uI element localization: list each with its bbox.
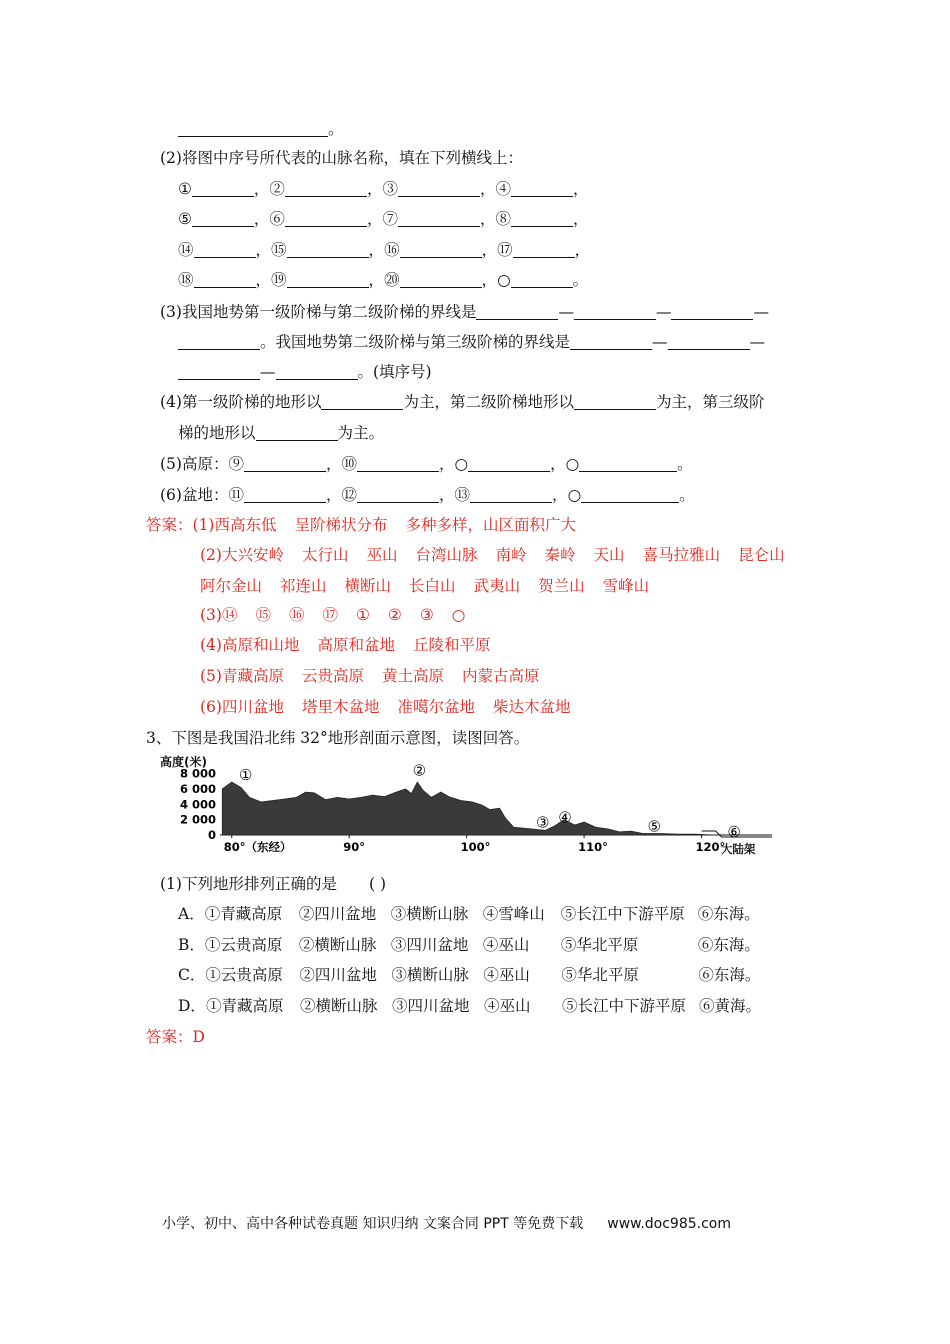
q3-title: 3、下图是我国沿北纬 32°地形剖面示意图，读图回答。: [146, 729, 530, 747]
q2-answer-3: (3)⑭ ⑮ ⑯ ⑰ ① ② ③ ○: [200, 606, 466, 624]
q2-sub3-line1: (3)我国地势第一级阶梯与第二级阶梯的界线是 — — —: [160, 303, 769, 321]
x-tick-label: 120°: [695, 840, 726, 854]
q2-answer-line1: 答案：(1)西高东低 呈阶梯状分布 多种多样，山区面积广大: [146, 516, 577, 534]
option-c: C．①云贵高原 ②四川盆地 ③横断山脉 ④巫山 ⑤华北平原 ⑥东海。: [178, 966, 761, 984]
q2-sub3-line3: — 。(填序号): [178, 362, 432, 382]
q2-row-4: ⑱ ，⑲ ，⑳ ，○ 。: [178, 271, 589, 289]
q2-answer-6: (6)四川盆地 塔里木盆地 准噶尔盆地 柴达木盆地: [200, 698, 571, 716]
y-tick-label: 2 000: [179, 812, 216, 827]
x-tick-label: 90°: [343, 840, 365, 854]
terrain-profile-area: [222, 782, 715, 835]
profile-marker: ⑤: [647, 817, 662, 836]
profile-marker: ④: [558, 808, 572, 827]
shelf-label: 大陆架: [720, 842, 756, 856]
x-tick-label: 100°: [460, 840, 491, 854]
q2-answer-4: (4)高原和山地 高原和盆地 丘陵和平原: [200, 636, 491, 654]
terrain-profile-chart: [160, 753, 780, 863]
q2-answer-5: (5)青藏高原 云贵高原 黄土高原 内蒙古高原: [200, 667, 540, 685]
profile-marker: ①: [238, 766, 253, 785]
q2-answer-2b: 阿尔金山 祁连山 横断山 长白山 武夷山 贺兰山 雪峰山: [200, 577, 650, 595]
option-d: D．①青藏高原 ②横断山脉 ③四川盆地 ④巫山 ⑤长江中下游平原 ⑥黄海。: [178, 997, 761, 1015]
prev-blank-line: 。: [178, 119, 344, 139]
y-tick-label: 0: [207, 828, 216, 842]
option-b: B．①云贵高原 ②横断山脉 ③四川盆地 ④巫山 ⑤华北平原 ⑥东海。: [178, 936, 760, 954]
footer-site: www.doc985.com: [607, 1216, 731, 1232]
profile-marker: ⑥: [727, 822, 741, 841]
profile-marker: ③: [535, 813, 550, 832]
q3-answer: 答案：D: [146, 1028, 205, 1046]
q2-row-1: ① ，② ，③ ，④ ，: [178, 180, 589, 198]
y-tick-label: 6 000: [179, 782, 216, 796]
x-ticks: [224, 835, 726, 854]
y-tick-label: 8 000: [179, 766, 216, 781]
x-tick-label: 110°: [578, 840, 608, 854]
q2-sub2-title: (2)将图中序号所代表的山脉名称，填在下列横线上：: [160, 149, 523, 167]
q2-sub3-line2: 。我国地势第二级阶梯与第三级阶梯的界线是 — —: [178, 332, 765, 352]
footer-text: 小学、初中、高中各种试卷真题 知识归纳 文案合同 PPT 等免费下载: [162, 1216, 584, 1232]
q2-sub6: (6)盆地：⑪ ，⑫ ，⑬ ，○ 。: [160, 486, 695, 504]
x-tick-label: 80°（东经）: [223, 840, 292, 854]
q2-row-2: ⑤ ，⑥ ，⑦ ，⑧ ，: [178, 210, 589, 228]
y-tick-label: 4 000: [179, 797, 216, 812]
profile-marker: ②: [412, 761, 427, 780]
q2-answer-2a: (2)大兴安岭 太行山 巫山 台湾山脉 南岭 秦岭 天山 喜马拉雅山 昆仑山: [200, 546, 785, 564]
y-axis-label: 高度(米): [160, 755, 207, 769]
q3-sub1: (1)下列地形排列正确的是 ( ): [160, 875, 386, 893]
page-footer: [162, 1213, 731, 1233]
q2-sub4-line1: (4)第一级阶梯的地形以 为主，第二级阶梯地形以 为主，第三级阶: [160, 393, 765, 411]
option-a: A．①青藏高原 ②四川盆地 ③横断山脉 ④雪峰山 ⑤长江中下游平原 ⑥东海。: [178, 905, 760, 923]
q2-sub5: (5)高原：⑨ ，⑩ ，○ ，○ 。: [160, 455, 693, 473]
q2-row-3: ⑭ ，⑮ ，⑯ ，⑰ ，: [178, 241, 591, 259]
q2-sub4-line2: 梯的地形以 为主。: [178, 424, 385, 442]
